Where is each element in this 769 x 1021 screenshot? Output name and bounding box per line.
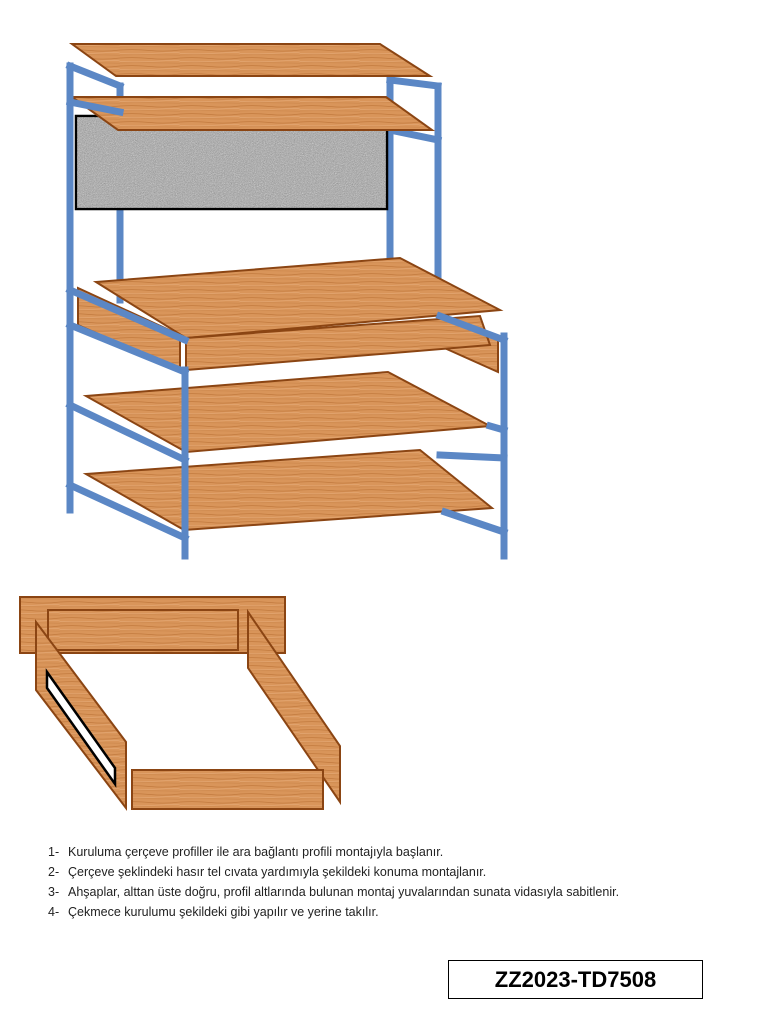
assembly-instructions [48,842,619,922]
step-text: Kuruluma çerçeve profiller ile ara bağlantı profili montajıyla başlanır. [68,845,444,859]
instruction-step [48,902,619,922]
drawer-inner-rail [48,610,238,650]
step-number: 2- [48,865,60,879]
instruction-step [48,862,619,882]
step-text: Ahşaplar, alttan üste doğru, profil altlarında bulunan montaj yuvalarından sunata vidasıyla sabitlenir. [68,885,620,899]
top-shelf-board [72,44,430,76]
drawer-front-panel [132,770,323,809]
product-code: ZZ2023-TD7508 [494,966,657,992]
instruction-step [48,882,619,902]
step-number: 4- [48,905,60,919]
shelf-unit [70,44,504,556]
step-number: 1- [48,845,60,859]
drawer-exploded-view [20,597,340,809]
step-text: Çekmece kurulumu şekildeki gibi yapılır ve yerine takılır. [68,905,379,919]
upper-shelf-board [72,97,432,130]
step-text: Çerçeve şeklindeki hasır tel cıvata yardımıyla şekildeki konuma montajlanır. [68,865,487,879]
step-number: 3- [48,885,60,899]
instruction-step [48,842,619,862]
product-code-box [448,960,703,999]
